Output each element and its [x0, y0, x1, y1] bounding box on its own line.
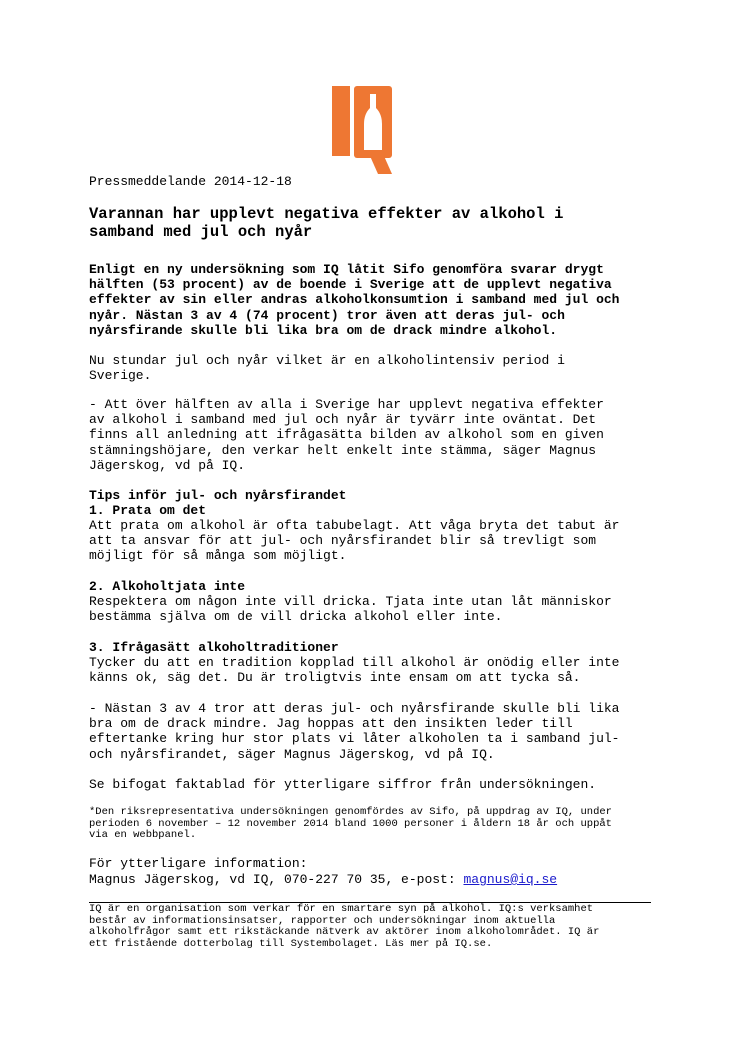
iq-logo [330, 86, 396, 174]
tip-2-heading: 2. Alkoholtjata inte [89, 579, 246, 594]
quote-paragraph-2: - Nästan 3 av 4 tror att deras jul- och nyårsfirande skulle bli lika bra om de drack mindre. Jag hoppas att den insikten leder till eftertanke kring hur stor plats vi låter alkoholen ta i samband jul- och nyårsfirandet, säger Magnus Jägerskog, vd på IQ. [89, 701, 620, 762]
press-release-date: Pressmeddelande 2014-12-18 [89, 174, 292, 189]
organisation-boilerplate: IQ är en organisation som verkar för en smartare syn på alkohol. IQ:s verksamhet består av informationsinsatser, rapporter och undersökningar inom aktuella alkoholfrågor samt ett rikstäckande nätverk av aktörer inom alkoholområdet. IQ är ett fristående dotterbolag till Systembolaget. Läs mer på IQ.se. [89, 903, 600, 950]
tip-2-text: Respektera om någon inte vill dricka. Tjata inte utan låt människor bestämma själva om de vill dricka alkohol eller inte. [89, 594, 612, 625]
contact-email-link[interactable]: magnus@iq.se [463, 872, 558, 887]
tip-1-text: Att prata om alkohol är ofta tabubelagt. Att våga bryta det tabut är att ta ansvar för att jul- och nyårsfirandet blir så trevligt som möjligt för så många som möjligt. [89, 518, 620, 564]
tip-3-text: Tycker du att en tradition kopplad till alkohol är onödig eller inte känns ok, säg det. Du är troligtvis inte ensam om att tycka så. [89, 655, 620, 686]
contact-heading: För ytterligare information: [89, 856, 308, 871]
survey-footnote: *Den riksrepresentativa undersökningen genomfördes av Sifo, på uppdrag av IQ, under perioden 6 november – 12 november 2014 bland 1000 personer i åldern 18 år och uppåt via en webbpanel. [89, 806, 612, 842]
contact-line [89, 872, 669, 888]
tips-heading: Tips inför jul- och nyårsfirandet [89, 488, 347, 503]
attachment-note: Se bifogat faktablad för ytterligare siffror från undersökningen. [89, 777, 597, 792]
tip-3-heading: 3. Ifrågasätt alkoholtraditioner [89, 640, 339, 655]
page-title: Varannan har upplevt negativa effekter av alkohol i samband med jul och nyår [89, 205, 564, 241]
lead-paragraph: Enligt en ny undersökning som IQ låtit Sifo genomföra svarar drygt hälften (53 procent) av de boende i Sverige att de upplevt negativa effekter av sin eller andras alkoholkonsumtion i samband med jul och nyår. Nästan 3 av 4 (74 procent) tror även att deras jul- och nyårsfirande skulle bli lika bra om de drack mindre alkohol. [89, 262, 620, 338]
intro-paragraph: Nu stundar jul och nyår vilket är en alkoholintensiv period i Sverige. [89, 353, 565, 384]
tip-1-heading: 1. Prata om det [89, 503, 207, 518]
quote-paragraph-1: - Att över hälften av alla i Sverige har upplevt negativa effekter av alkohol i samband med jul och nyår är tyvärr inte oväntat. Det finns all anledning att ifrågasätta bilden av alkohol som en given stämningshöjare, den verkar helt enkelt inte stämma, säger Magnus Jägerskog, vd på IQ. [89, 397, 604, 473]
contact-details: Magnus Jägerskog, vd IQ, 070-227 70 35, e-post: [89, 872, 464, 887]
